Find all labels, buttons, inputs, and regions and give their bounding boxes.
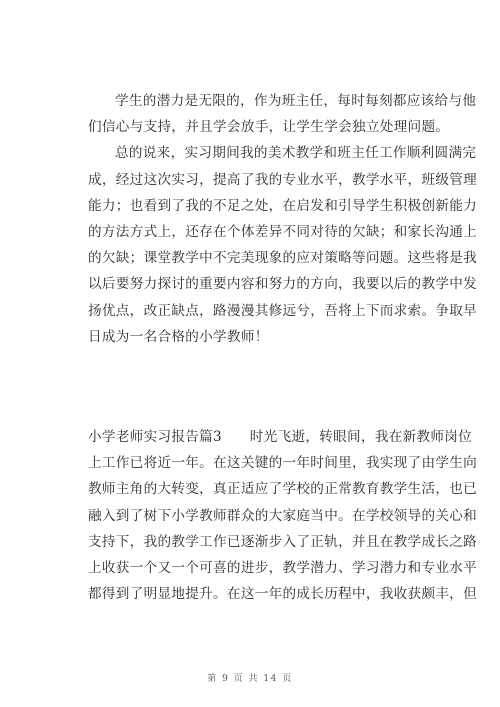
text-line: 日成为一名合格的小学教师！ (88, 328, 269, 345)
text-line: 们信心与支持，并且学会放手，让学生学会独立处理问题。 (88, 119, 450, 136)
text-line: 成，经过这次实习，提高了我的专业水平，教学水平，班级管理 (88, 171, 478, 188)
page-number-footer: 第 9 页 共 14 页 (207, 674, 293, 684)
text-line: 融入到了树下小学教师群众的大家庭当中。在学校领导的关心和 (88, 507, 478, 524)
text-line: 扬优点，改正缺点，路漫漫其修远兮，吾将上下而求索。争取早 (88, 302, 478, 319)
text-line: 能力；也看到了我的不足之处，在启发和引导学生积极创新能力 (88, 197, 478, 214)
text-line: 教师主角的大转变，真正适应了学校的正常教育教学生活，也已 (88, 481, 478, 498)
text-line: 总的说来，实习期间我的美术教学和班主任工作顺利圆满完 (115, 145, 477, 162)
text-line: 上收获一个又一个可喜的进步，教学潜力、学习潜力和专业水平 (88, 559, 478, 576)
section-heading-line: 小学老师实习报告篇3 时光飞逝，转眼间，我在新教师岗位 (88, 429, 473, 445)
text-line: 的方法方式上，还存在个体差异不同对待的欠缺；和家长沟通上 (88, 223, 478, 240)
text-line: 以后要努力探讨的重要内容和努力的方向，我要以后的教学中发 (88, 276, 478, 293)
text-line: 支持下，我的教学工作已逐渐步入了正轨，并且在教学成长之路 (88, 533, 478, 550)
body-text-section3 (88, 424, 478, 607)
text-line: 学生的潜力是无限的，作为班主任，每时每刻都应该给与他 (115, 93, 477, 109)
text-line: 上工作已将近一年。在这关键的一年时间里，我实现了由学生向 (88, 455, 478, 472)
text-line: 都得到了明显地提升。在这一年的成长历程中，我收获颇丰，但 (88, 586, 478, 603)
body-text-top (88, 88, 478, 350)
text-line: 的欠缺；课堂教学中不完美现象的应对策略等问题。这些将是我 (88, 250, 478, 267)
